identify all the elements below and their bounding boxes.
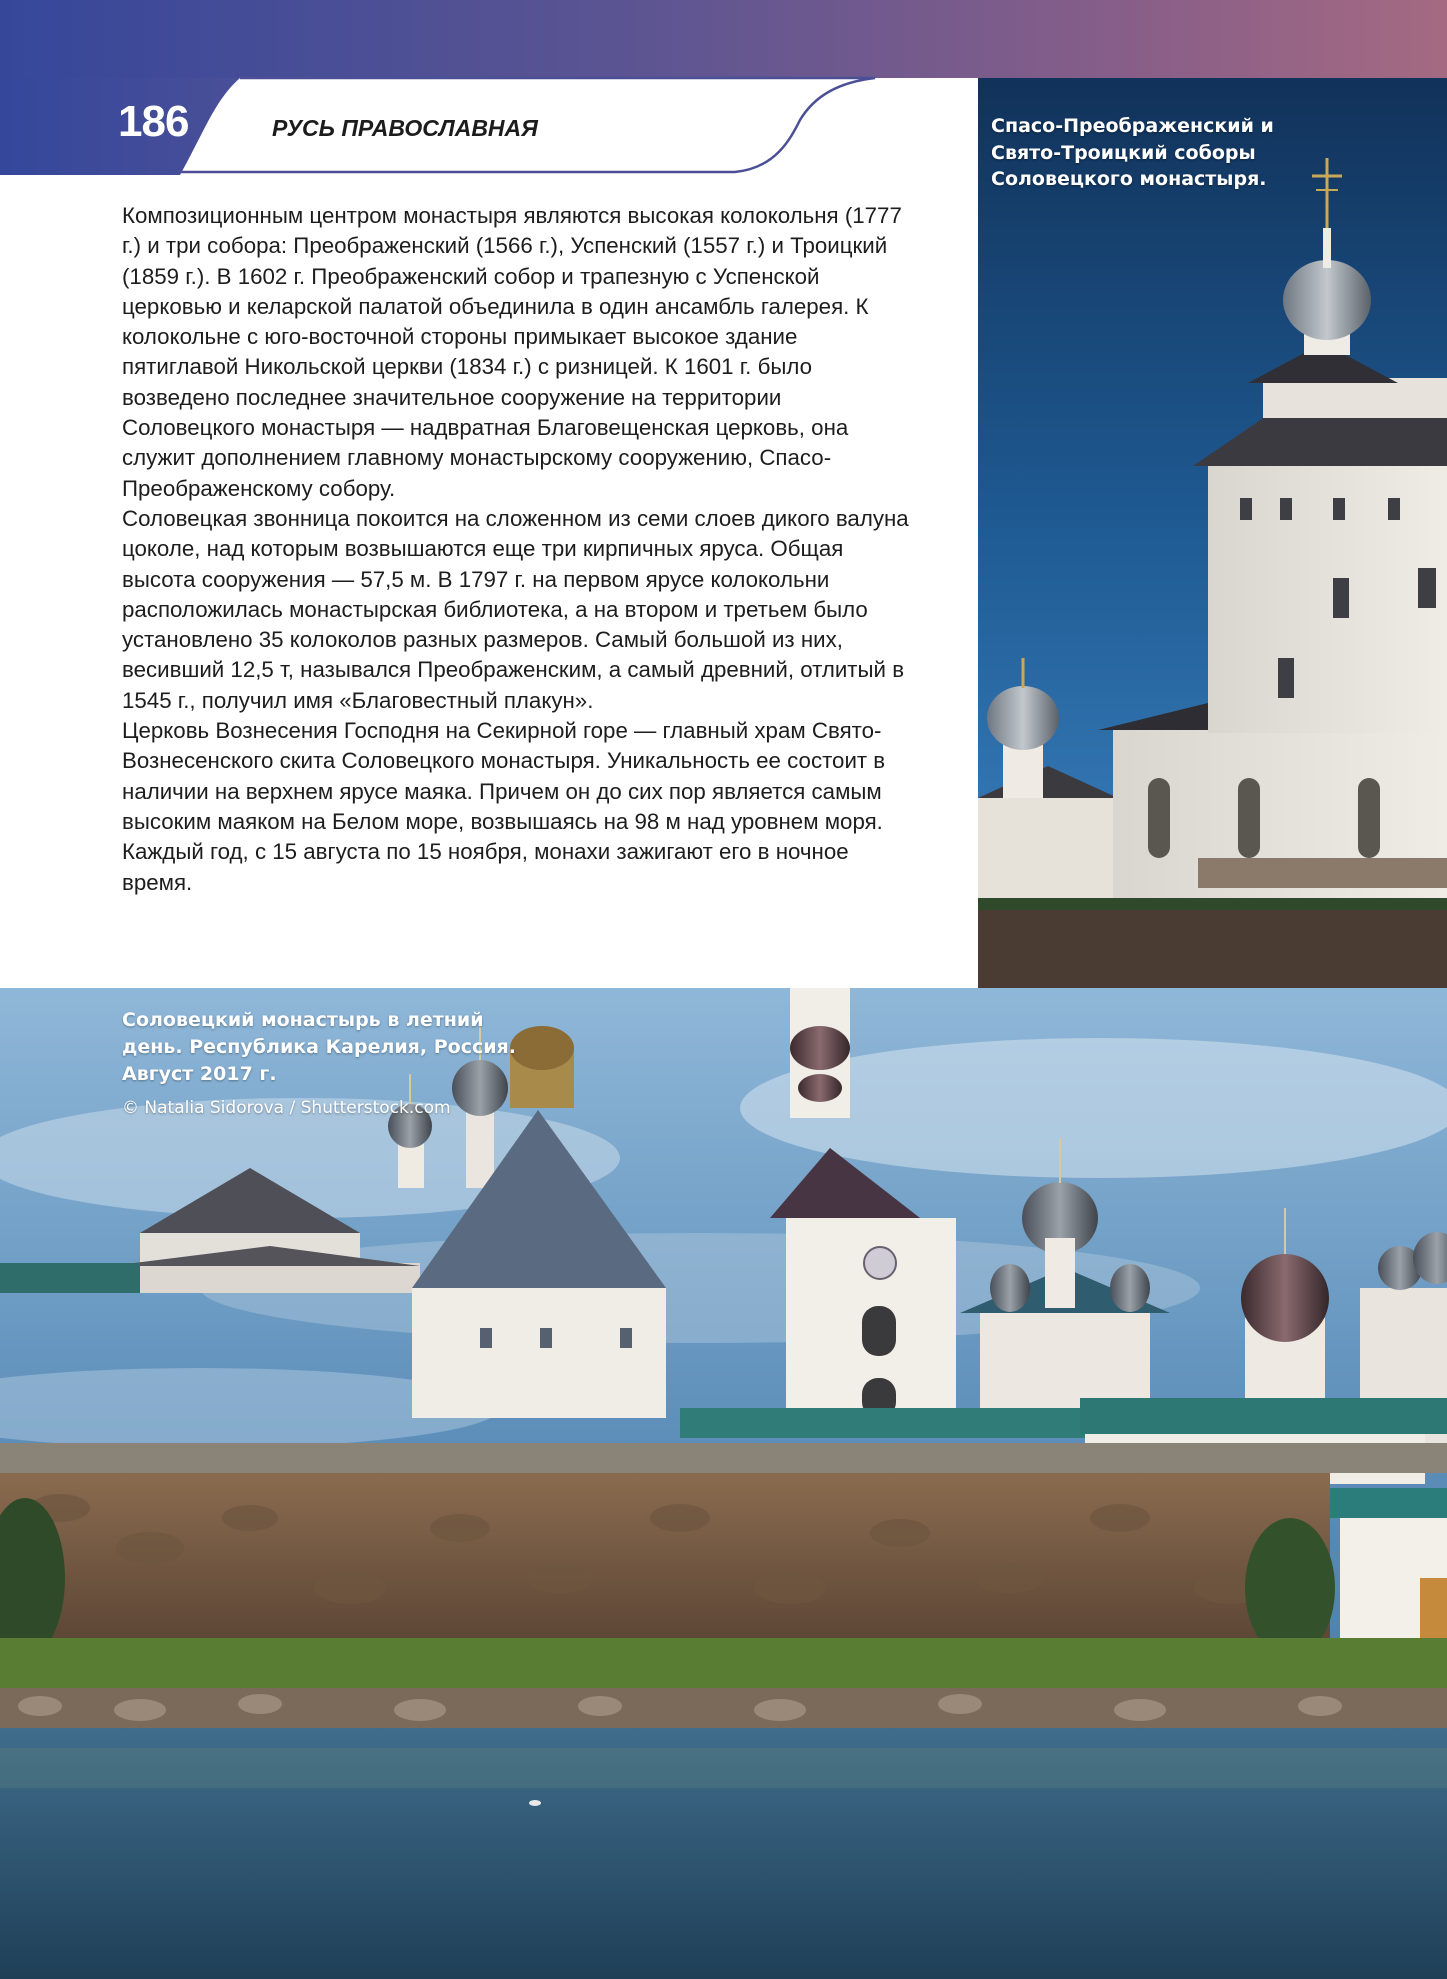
paragraph: Композиционным центром монастыря являются высокая колокольня (1777 г.) и три собора: Преображенский (1566 г.), Успенский (1557 г.) и Троицкий (1859 г.). В 1602 г. Преображенский собор и трапезную с Успенской церковью и келарской палатой объединила в один ансамбль галерея. К колокольне с юго-восточной стороны примыкает высокое здание пятиглавой Никольской церкви (1834 г.) с ризницей. К 1601 г. было возведено последнее значительное сооружение на территории Соловецкого монастыря — надвратная Благовещенская церковь, она служит дополнением главному монастырскому сооружению, Спасо-Преображенскому собору.: [122, 203, 902, 501]
page-number: 186: [118, 97, 189, 146]
photo-credit: © Natalia Sidorova / Shutterstock.com: [122, 1098, 451, 1118]
paragraph: Церковь Вознесения Господня на Секирной горе — главный храм Свято-Вознесенского скита Соловецкого монастыря. Уникальность ее состоит в наличии на верхнем ярусе маяка. Причем он до сих пор является самым высоким маяком на Белом море, возвышаясь на 98 м над уровнем моря. Каждый год, с 15 августа по 15 ноября, монахи зажигают его в ночное время.: [122, 718, 886, 895]
monastery-panorama-photo: [0, 988, 1447, 1979]
article-body: [122, 201, 912, 898]
paragraph: Соловецкая звонница покоится на сложенном из семи слоев дикого валуна цоколе, над которым возвышаются еще три кирпичных яруса. Общая высота сооружения — 57,5 м. В 1797 г. на первом ярусе колокольни расположилась монастырская библиотека, а на втором и третьем было установлено 35 колоколов разных размеров. Самый большой из них, весивший 12,5 т, назывался Преображенским, а самый древний, отлитый в 1545 г., получил имя «Благовестный плакун».: [122, 505, 909, 713]
photo-caption-top: Спасо-Преображенский и Свято-Троицкий соборы Соловецкого монастыря.: [991, 115, 1274, 190]
running-title: РУСЬ ПРАВОСЛАВНАЯ: [272, 115, 538, 141]
cathedral-photo: [978, 78, 1447, 988]
running-header-tab: [0, 0, 980, 180]
photo-caption-bottom: Соловецкий монастырь в летний день. Республика Карелия, Россия. Август 2017 г.: [122, 1009, 516, 1085]
